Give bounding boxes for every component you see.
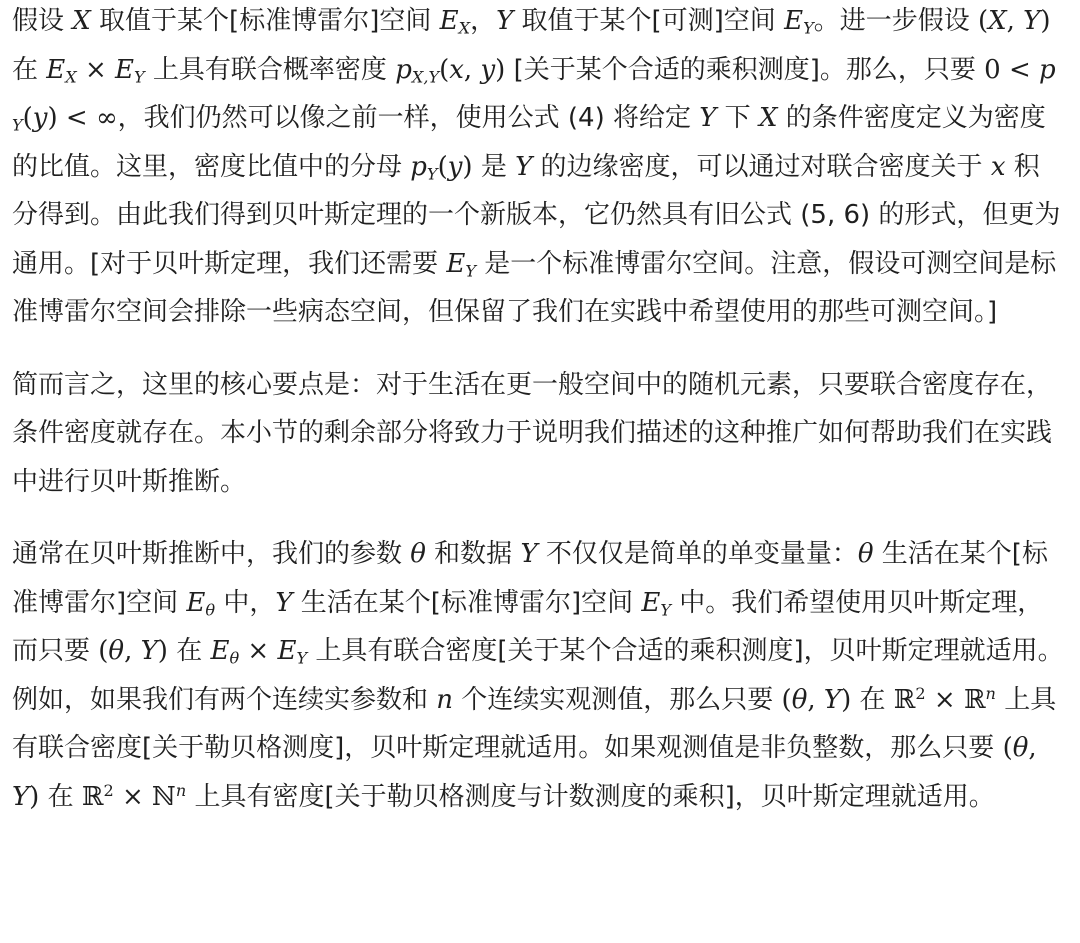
paragraph-bayesian-inference: 通常在贝叶斯推断中，我们的参数 θ 和数据 Y 不仅仅是简单的单变量量：θ 生活在某个[标准博雷尔]空间 $E_\theta$ 中，Y 生活在某个[标准博雷尔]空间 $E_Y$ 中。我们希望使用贝叶斯定理，而只要 (θ, Y) 在 $E_\theta \times E_Y$ 上具有联合密度[关于某个合适的乘积测度]，贝叶斯定理就适用。例如，如果我们有两个连续实参数和 n 个连续实观测值，那么只要 (θ, Y) 在 ℝ$^2$ × ℝ$^n$ 上具有联合密度[关于勒贝格测度]，贝叶斯定理就适用。如果观测值是非负整数，那么只要 (θ, Y) 在 ℝ$^2$ × ℕ$^n$ 上具有密度[关于勒贝格测度与计数测度的乘积]，贝叶斯定理就适用。 bbox=[12, 539, 1064, 812]
paragraph-summary: 简而言之，这里的核心要点是：对于生活在更一般空间中的随机元素，只要联合密度存在，条件密度就存在。本小节的剩余部分将致力于说明我们描述的这种推广如何帮助我们在实践中进行贝叶斯推断。 bbox=[12, 369, 1053, 497]
paragraph-borel-density: 假设 X 取值于某个[标准博雷尔]空间 $E_X$，Y 取值于某个[可测]空间 $E_Y$。进一步假设 (X, Y) 在 $E_X \times E_Y$ 上具有联合概率密度 $p_{X,Y}(x$, y) [关于某个合适的乘积测度]。那么，只要 $0 < p_Y(y)$ < ∞，我们仍然可以像之前一样，使用公式 (4) 将给定 Y 下 X 的条件密度定义为密度的比值。这里，密度比值中的分母 $p_Y(y)$ 是 Y 的边缘密度，可以通过对联合密度关于 x 积分得到。由此我们得到贝叶斯定理的一个新版本，它仍然具有旧公式 (5, 6) 的形式，但更为通用。[对于贝叶斯定理，我们还需要 $E_Y$ 是一个标准博雷尔空间。注意，假设可测空间是标准博雷尔空间会排除一些病态空间，但保留了我们在实践中希望使用的那些可测空间。] bbox=[12, 6, 1061, 327]
